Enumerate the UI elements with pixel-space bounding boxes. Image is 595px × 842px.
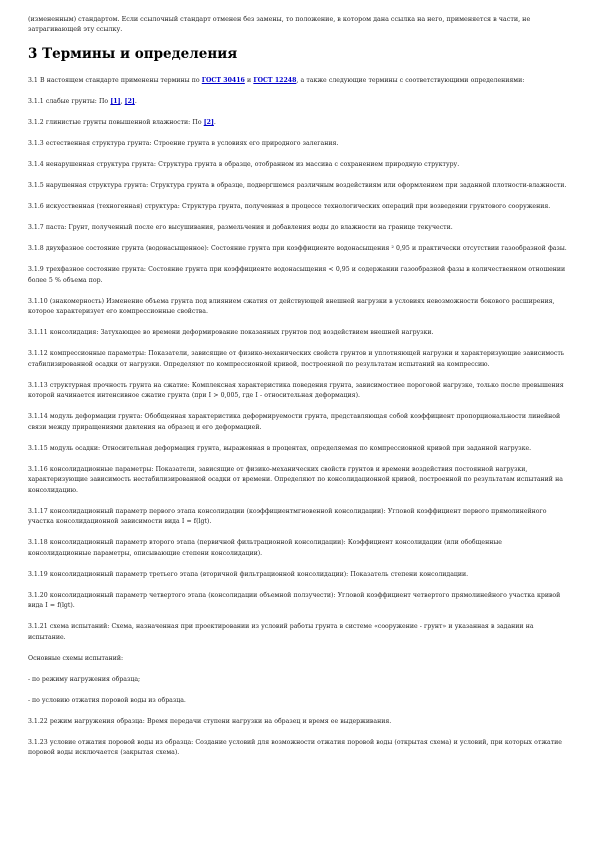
section-heading: 3 Термины и определения	[28, 46, 238, 62]
term-3-1-6: 3.1.6 искусственная (техногенная) структура: Структура грунта, полученная в процессе технологических операций при возведении грунтового сооружения.	[28, 203, 551, 210]
term-3-1-2	[28, 118, 567, 129]
term-3-1-17: 3.1.17 консолидационный параметр первого этапа консолидации (коэффициентмгновенной консолидации): Угловой коэффициент первого прямолинейного участка консолидационной зависимости вида I = f(lgt).	[28, 507, 547, 525]
term-3-1-4: 3.1.4 ненарушенная структура грунта: Структура грунта в образце, отобранном из массива с сохранением природную структуру.	[28, 161, 460, 168]
term-3-1-10: 3.1.10 (знакомерность) Изменение объема грунта под влиянием сжатия от действующей внешней нагрузки в условиях невозможности бокового расширения, которое характеризует его компрессионные свойства.	[28, 297, 555, 315]
term-3-1-prefix: 3.1 В настоящем стандарте применены термины по	[28, 77, 200, 84]
term-3-1-11: 3.1.11 консолидация: Затухающее во времени деформирование показанных грунтов под воздействием внешней нагрузки.	[28, 329, 434, 336]
gost-12248-link[interactable]: ГОСТ 12248	[253, 77, 297, 84]
term-3-1-22: 3.1.22 режим нагружения образца: Время передачи ступени нагрузки на образец и время ее выдерживания.	[28, 717, 392, 725]
term-3-1-16: 3.1.16 консолидационные параметры: Показатели, зависящие от физико-механических свойств грунтов и времени воздействия постоянной нагрузки, характеризующие зависимость нестабилизированной осадки от времени. Определяют по консолидационной кривой, построенной по результатам испытаний на консолидацию.	[28, 465, 563, 494]
term-3-1-9: 3.1.9 трехфазное состояние грунта: Состояние грунта при коэффициенте водонасыщения < 0,95 и содержании газообразной фазы в количественном отношении более 5 % объема пор.	[28, 266, 566, 284]
term-3-1-19: 3.1.19 консолидационный параметр третьего этапа (вторичной фильтрационной консолидации): Показатель степени консолидации.	[28, 570, 469, 578]
term-3-1-18: 3.1.18 консолидационный параметр второго этапа (первичной фильтрационной консолидации): Коэффициент консолидации (или обобщенные консолидационные параметры, описывающие степени консолидации).	[28, 539, 502, 557]
term-3-1-8: 3.1.8 двухфазное состояние грунта (водонасыщенное): Состояние грунта при коэффициенте водонасыщения ² 0,95 и практически отсутствии газообразной фазы.	[28, 245, 567, 252]
term-3-1-14: 3.1.14 модуль деформации грунта: Обобщенная характеристика деформируемости грунта, представляющая собой коэффициент пропорциональности линейной связи между приращениями давления на образец и его деформацией.	[28, 413, 561, 431]
ref-2-link-b[interactable]: [2]	[203, 119, 214, 126]
term-3-1-3: 3.1.3 естественная структура грунта: Строение грунта в условиях его природного залегания.	[28, 140, 339, 147]
ref-end: .	[134, 98, 137, 105]
ref-end-b: .	[213, 119, 216, 126]
term-3-1-13: 3.1.13 структурная прочность грунта на сжатие: Комплексная характеристика поведения грунта, зависимостиее пороговой нагрузке, только после превышения которой начинается интенсивное сжатие грунта (при I > 0,005, где I - относительная деформация).	[28, 381, 564, 399]
term-3-1-2-text: 3.1.2 глинистые грунты повышенной влажности: По	[28, 119, 202, 126]
ref-1-link[interactable]: [1]	[110, 98, 121, 105]
term-3-1-1-text: 3.1.1 слабые грунты: По	[28, 98, 109, 105]
term-3-1-21: 3.1.21 схема испытаний: Схема, назначенная при проектировании из условий работы грунта в системе «сооружение - грунт» и указанная в задании на испытание.	[28, 623, 534, 641]
term-3-1-7: 3.1.7 паста: Грунт, полученный после его высушивания, размельчения и добавления воды до влажности на границе текучести.	[28, 224, 453, 231]
term-3-1-20: 3.1.20 консолидационный параметр четвертого этапа (консолидации объемной ползучести): Угловой коэффициент четвертого прямолинейного участка кривой вида I = f(lgt).	[28, 591, 561, 609]
term-3-1-5: 3.1.5 нарушенная структура грунта: Структура грунта в образце, подвергшемся различным воздействиям или оформлением при заданной плотности-влажности.	[28, 182, 567, 189]
term-3-1-1	[28, 97, 567, 108]
term-3-1	[28, 76, 567, 87]
ref-2-link[interactable]: [2]	[124, 98, 135, 105]
scheme-item-drainage: - по условию отжатия поровой воды из образца.	[28, 696, 186, 704]
schemes-label: Основные схемы испытаний:	[28, 654, 124, 662]
scheme-item-loading: - по режиму нагружения образца;	[28, 675, 141, 683]
term-3-1-15: 3.1.15 модуль осадки: Относительная деформация грунта, выраженная в процентах, определяемая по компрессионной кривой при заданной нагрузке.	[28, 444, 532, 452]
term-3-1-23: 3.1.23 условие отжатия поровой воды из образца: Создание условий для возможности отжатия поровой воды (открытая схема) и условий, при которых отжатие поровой воды исключается (закрытая схема).	[28, 738, 562, 756]
term-3-1-mid: и	[247, 77, 252, 84]
term-3-1-suffix: , а также следующие термины с соответствующими определениями:	[296, 77, 525, 84]
term-3-1-12: 3.1.12 компрессионные параметры: Показатели, зависящие от физико-механических свойств грунтов и уплотняющей нагрузки и характеризующие зависимость стабилизированной осадки от нагрузки. Определяют по компрессионной кривой, построенной по результатам испытаний на компрессию.	[28, 350, 565, 368]
intro-text: (измененным) стандартом. Если ссылочный стандарт отменен без замены, то положение, в котором дана ссылка на него, применяется в части, не затрагивающей эту ссылку.	[28, 15, 531, 33]
gost-30416-link[interactable]: ГОСТ 30416	[201, 77, 245, 84]
ref-separator: ,	[120, 98, 123, 105]
